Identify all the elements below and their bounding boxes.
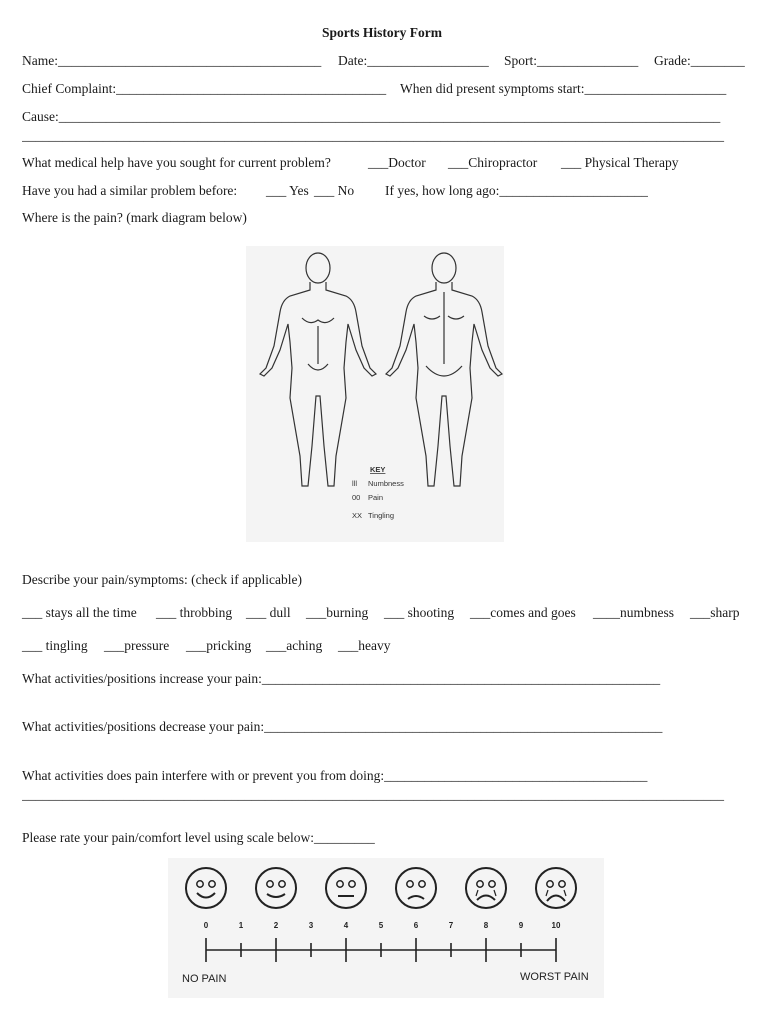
no-option[interactable]: ___ No	[314, 183, 355, 198]
decrease-pain-field[interactable]: What activities/positions decrease your pain:___________________________________________________________	[22, 719, 663, 734]
describe-symptoms-prompt: Describe your pain/symptoms: (check if applicable)	[22, 572, 303, 587]
symptoms-start-field[interactable]: When did present symptoms start:_____________________	[400, 81, 727, 96]
symptom-shooting[interactable]: ___ shooting	[384, 605, 455, 620]
medical-help-question: What medical help have you sought for current problem?	[22, 155, 331, 170]
symptom-heavy[interactable]: ___heavy	[338, 638, 391, 653]
symptom-stays-all-the-time[interactable]: ___ stays all the time	[22, 605, 137, 620]
no-pain-label: NO PAIN	[182, 973, 227, 985]
symptom-pressure[interactable]: ___pressure	[104, 638, 170, 653]
scale-tick-label: 1	[238, 921, 244, 930]
symptom-tingling[interactable]: ___ tingling	[22, 638, 88, 653]
symptom-comes-and-goes[interactable]: ___comes and goes	[470, 605, 576, 620]
scale-tick-label: 10	[551, 921, 561, 930]
symptom-sharp[interactable]: ___sharp	[690, 605, 740, 620]
similar-problem-question: Have you had a similar problem before:	[22, 183, 238, 198]
scale-tick-label: 2	[273, 921, 279, 930]
scale-tick-label: 0	[203, 921, 209, 930]
doctor-option[interactable]: ___Doctor	[368, 155, 426, 170]
body-diagram[interactable]	[246, 246, 504, 542]
cause-field[interactable]: Cause:__________________________________________________________________________________________________	[22, 109, 721, 124]
key-pain-mark: 00	[352, 493, 361, 502]
symptom-throbbing[interactable]: ___ throbbing	[156, 605, 233, 620]
scale-tick-label: 7	[448, 921, 454, 930]
symptom-burning[interactable]: ___burning	[306, 605, 369, 620]
interfere-continuation-line[interactable]: ________________________________________________________________________________________________________	[22, 787, 724, 802]
pain-location-prompt: Where is the pain? (mark diagram below)	[22, 210, 247, 225]
interfere-field[interactable]: What activities does pain interfere with or prevent you from doing:_______________________________________	[22, 768, 648, 783]
key-title: KEY	[370, 465, 386, 474]
symptom-dull[interactable]: ___ dull	[246, 605, 291, 620]
symptom-aching[interactable]: ___aching	[266, 638, 323, 653]
increase-pain-field[interactable]: What activities/positions increase your pain:___________________________________________________________	[22, 671, 661, 686]
grade-field[interactable]: Grade:________	[654, 53, 745, 68]
key-numbness-mark: lll	[352, 479, 357, 488]
sport-field[interactable]: Sport:_______________	[504, 53, 639, 68]
key-tingling-mark: XX	[352, 511, 363, 520]
key-pain: Pain	[368, 493, 384, 502]
chiropractor-option[interactable]: ___Chiropractor	[448, 155, 538, 170]
key-tingling: Tingling	[368, 511, 394, 520]
chief-complaint-field[interactable]: Chief Complaint:________________________________________	[22, 81, 387, 96]
physical-therapy-option[interactable]: ___ Physical Therapy	[561, 155, 679, 170]
scale-tick-label: 5	[378, 921, 384, 930]
date-field[interactable]: Date:__________________	[338, 53, 489, 68]
worst-pain-label: WORST PAIN	[520, 971, 589, 983]
scale-tick-label: 4	[343, 921, 349, 930]
symptom-numbness[interactable]: ____numbness	[593, 605, 674, 620]
form-title: Sports History Form	[322, 25, 442, 40]
scale-tick-label: 6	[413, 921, 419, 930]
scale-tick-label: 3	[308, 921, 314, 930]
pain-rating-field[interactable]: Please rate your pain/comfort level using scale below:_________	[22, 830, 375, 845]
scale-tick-label: 9	[518, 921, 524, 930]
pain-scale[interactable]	[168, 858, 604, 998]
name-field[interactable]: Name:_______________________________________	[22, 53, 322, 68]
how-long-ago-field[interactable]: If yes, how long ago:______________________	[385, 183, 648, 198]
yes-option[interactable]: ___ Yes	[266, 183, 309, 198]
key-numbness: Numbness	[368, 479, 404, 488]
cause-continuation-line[interactable]: ________________________________________________________________________________________________________	[22, 128, 724, 143]
scale-tick-label: 8	[483, 921, 489, 930]
symptom-pricking[interactable]: ___pricking	[186, 638, 252, 653]
